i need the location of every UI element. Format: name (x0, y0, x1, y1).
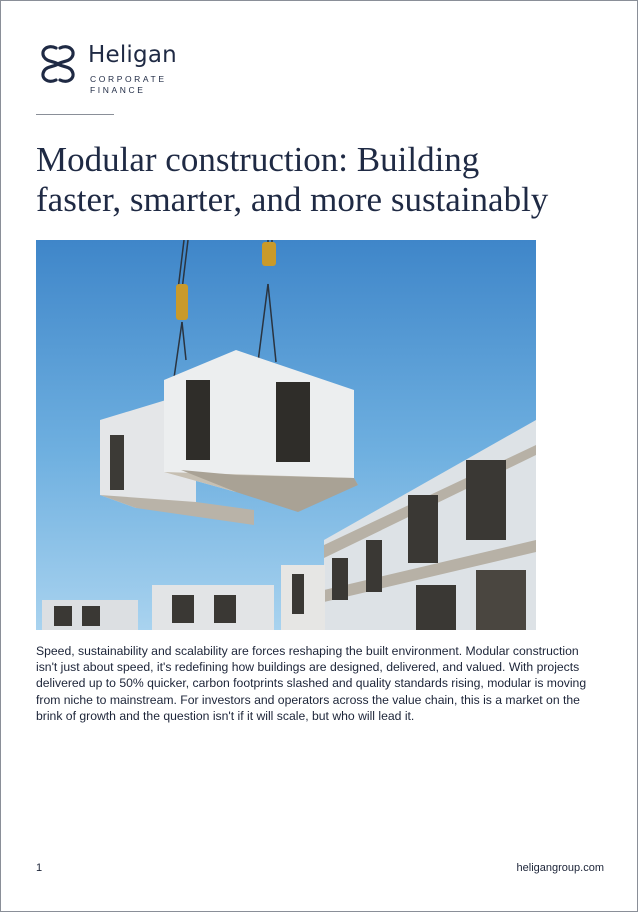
website-link[interactable]: heligangroup.com (516, 862, 604, 874)
page-number: 1 (36, 862, 43, 874)
brand-subtitle-line-1: CORPORATE (90, 74, 167, 84)
brand-name: Heligan (88, 42, 177, 68)
intro-paragraph: Speed, sustainability and scalability are forces reshaping the built environment. Modular construction isn't just about speed, it's redefining how buildings are designed, delivered, and valued. With projects delivered up to 50% quicker, carbon footprints slashed and quality standards rising, modular is moving from niche to mainstream. For investors and operators across the value chain, this is a market on the brink of growth and the question isn't if it will scale, but who will lead it. (36, 644, 587, 723)
hero-photo (36, 240, 536, 630)
title-line-1: Modular construction: Building (36, 140, 480, 179)
divider (36, 114, 114, 115)
page-title (36, 140, 596, 220)
crane-lifting-modular-units-photo (36, 240, 536, 630)
brand-logo (36, 42, 216, 98)
interlocking-loops-icon (36, 42, 80, 86)
title-line-2: faster, smarter, and more sustainably (36, 180, 549, 219)
brand-subtitle (90, 74, 167, 96)
brand-subtitle-line-2: FINANCE (90, 85, 146, 95)
